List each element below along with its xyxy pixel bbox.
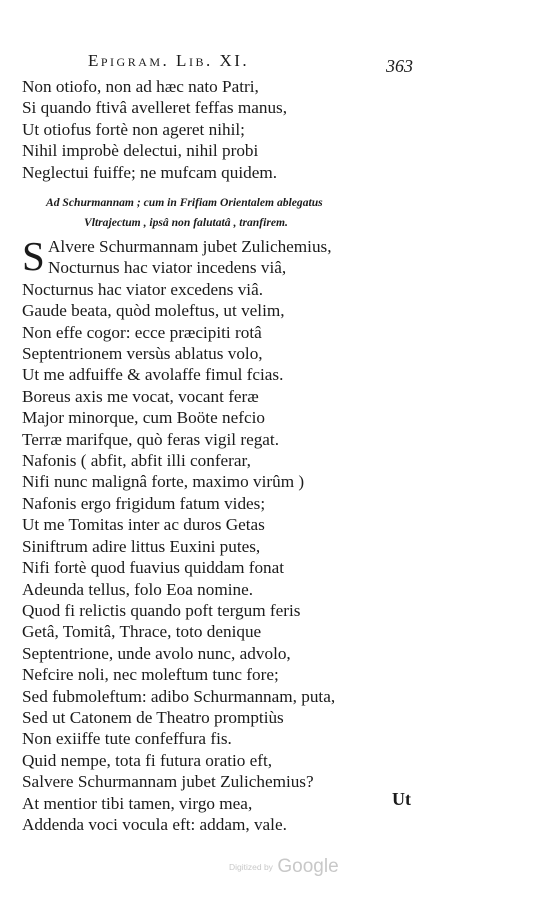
verse-line: Septentrionem versùs ablatus volo,: [22, 344, 263, 364]
verse-line: Non effe cogor: ecce præcipiti rotâ: [22, 322, 262, 342]
verse-line: Addenda voci vocula eft: addam, vale.: [22, 814, 287, 834]
verse-line: Ut me Tomitas inter ac duros Getas: [22, 515, 265, 535]
verse-line: Nafonis ( abfit, abfit illi conferar,: [22, 451, 251, 471]
watermark-prefix: Digitized by: [229, 862, 273, 872]
verse-line: Nihil improbè delectui, nihil probi: [22, 141, 259, 161]
verse-line: Getâ, Tomitâ, Thrace, toto denique: [22, 622, 262, 642]
verse-line: Non otiofo, non ad hæc nato Patri,: [22, 77, 259, 96]
verse-line: Alvere Schurmannam jubet Zulichemius,: [48, 237, 332, 256]
verse-line: Quod fi relictis quando poft tergum feris: [22, 600, 301, 620]
verse-line: Adeunda tellus, folo Eoa nomine.: [22, 579, 254, 599]
verse-line: Nocturnus hac viator incedens viâ,: [48, 258, 287, 278]
verse-line: Non exiiffe tute confeffura fis.: [22, 729, 232, 749]
poem-1: [22, 76, 287, 183]
google-logo: Google: [277, 856, 339, 877]
digitized-watermark: [229, 856, 339, 878]
verse-line: Nifi fortè quod fuavius quiddam fonat: [22, 558, 285, 578]
page-number: 363: [386, 56, 413, 76]
verse-line: Siniftrum adire littus Euxini putes,: [22, 536, 261, 556]
verse-line: Sed fubmoleftum: adibo Schurmannam, puta,: [22, 686, 336, 706]
poem-2: [22, 233, 336, 835]
poem-title-line: Vltrajectum , ipsâ non falutatâ , tranfirem.: [84, 216, 288, 229]
verse-line: Boreus axis me vocat, vocant feræ: [22, 386, 259, 406]
poem-title-line: Ad Schurmannam ; cum in Frifiam Orientalem ablegatus: [46, 196, 323, 209]
drop-cap: S: [22, 233, 45, 279]
verse-line: Neglectui fuiffe; ne mufcam quidem.: [22, 162, 278, 182]
verse-line: Nifi nunc malignâ forte, maximo virûm ): [22, 472, 305, 492]
poem-title: [46, 193, 406, 233]
verse-line: Nocturnus hac viator excedens viâ.: [22, 279, 264, 299]
verse-line: Ut otiofus fortè non ageret nihil;: [22, 119, 245, 139]
verse-line: Septentrione, unde avolo nunc, advolo,: [22, 643, 291, 663]
verse-line: Quid nempe, tota fi futura oratio eft,: [22, 750, 273, 770]
verse-line: Major minorque, cum Boöte nefcio: [22, 408, 265, 428]
catchword: Ut: [392, 789, 411, 809]
verse-line: Terræ marifque, quò feras vigil regat.: [22, 429, 279, 449]
verse-line: Nefcire noli, nec moleftum tunc fore;: [22, 665, 279, 685]
verse-line: Salvere Schurmannam jubet Zulichemius?: [22, 772, 314, 792]
verse-line: Sed ut Catonem de Theatro promptiùs: [22, 707, 284, 727]
verse-line: Gaude beata, quòd moleftus, ut velim,: [22, 301, 285, 321]
running-header: Epigram. Lib. XI.: [88, 51, 250, 70]
verse-line: Nafonis ergo frigidum fatum vides;: [22, 493, 266, 513]
verse-line: Ut me adfuiffe & avolaffe fimul fcias.: [22, 365, 284, 385]
verse-line: Si quando ftivâ avelleret feffas manus,: [22, 98, 288, 118]
verse-line: At mentior tibi tamen, virgo mea,: [22, 793, 253, 813]
